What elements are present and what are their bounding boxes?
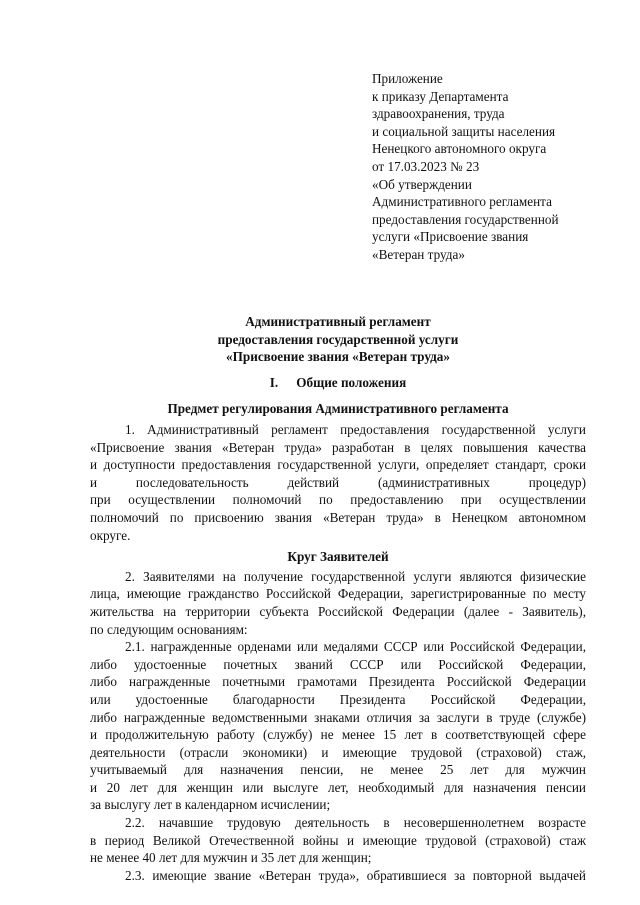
- text-line: и 20 лет для женщин или выслуге лет, необходимый для назначения пенсии: [90, 779, 586, 795]
- text-line: и последовательность действий (административных процедур): [90, 474, 586, 490]
- appendix-line: Административного регламента: [372, 194, 552, 210]
- text-line: учитываемый для назначения пенсии, не менее 25 лет для мужчин: [90, 762, 586, 778]
- text-line: не менее 40 лет для мужчин и 35 лет для женщин;: [90, 850, 372, 866]
- text-line: и продолжительную работу (службу) не менее 15 лет в соответствующей сфере: [90, 727, 586, 743]
- text-line: округе.: [90, 527, 131, 543]
- text-line: 2.2. начавшие трудовую деятельность в несовершеннолетнем возрасте: [125, 815, 586, 831]
- appendix-line: «Ветеран труда»: [372, 246, 465, 262]
- appendix-line: и социальной защиты населения: [372, 123, 556, 139]
- subsection-heading-applicants: Круг Заявителей: [287, 549, 389, 565]
- appendix-line: Ненецкого автономного округа: [372, 141, 547, 157]
- appendix-header: [372, 70, 622, 264]
- paragraph-2-2: [90, 814, 586, 867]
- text-line: лица, имеющие гражданство Российской Федерации, зарегистрированные по месту: [90, 586, 586, 602]
- text-line: жительства на территории субъекта Российской Федерации (далее - Заявитель),: [90, 603, 586, 619]
- text-line: либо удостоенные почетных званий СССР или Российской Федерации,: [90, 656, 586, 672]
- text-line: 2.3. имеющие звание «Ветеран труда», обратившиеся за повторной выдачей: [125, 867, 586, 883]
- appendix-line: Приложение: [372, 71, 443, 86]
- paragraph-2: [90, 568, 586, 638]
- text-line: либо награжденные почетными грамотами Президента Российской Федерации: [90, 674, 586, 690]
- paragraph-1: [90, 421, 586, 544]
- appendix-line: здравоохранения, труда: [372, 106, 505, 122]
- title-line: предоставления государственной услуги: [217, 331, 459, 347]
- subsection-heading: Предмет регулирования Административного регламента: [167, 401, 509, 416]
- text-line: и доступности предоставления государственной услуги, определяет стандарт, сроки: [90, 457, 586, 473]
- text-line: в период Великой Отечественной войны и имеющие трудовой (страховой) стаж: [90, 832, 586, 848]
- appendix-line: предоставления государственной: [372, 211, 559, 227]
- paragraph-2-1: [90, 638, 586, 814]
- text-line: по следующим основаниям:: [90, 621, 248, 637]
- text-line: за выслугу лет в календарном исчислении;: [90, 797, 331, 813]
- title-line: Административный регламент: [245, 314, 431, 329]
- section-name: Общие положения: [296, 375, 407, 390]
- text-line: либо награжденные ведомственными знаками отличия за заслуги в труде (службе): [90, 709, 586, 725]
- appendix-line: к приказу Департамента: [372, 88, 509, 104]
- title-line: «Присвоение звания «Ветеран труда»: [226, 349, 450, 365]
- text-line: 2.1. награжденные орденами или медалями СССР или Российской Федерации,: [125, 639, 586, 655]
- section-number: I.: [269, 375, 279, 390]
- section-heading: [90, 374, 586, 391]
- text-line: 1. Административный регламент предоставления государственной услуги: [125, 422, 586, 437]
- document-title: [90, 313, 586, 366]
- text-line: «Присвоение звания «Ветеран труда» разработан в целях повышения качества: [90, 439, 586, 455]
- text-line: или удостоенные благодарности Президента Российской Федерации,: [90, 691, 586, 707]
- paragraph-2-3: [90, 867, 586, 885]
- text-line: деятельности (отрасли экономики) и имеющие трудовой (страховой) стаж,: [90, 744, 586, 760]
- text-line: при осуществлении полномочий по предоставлению при осуществлении: [90, 492, 586, 508]
- document-body: [90, 421, 586, 884]
- appendix-line: услуги «Присвоение звания: [372, 229, 529, 245]
- text-line: 2. Заявителями на получение государственной услуги являются физические: [125, 568, 586, 584]
- text-line: полномочий по присвоению звания «Ветеран труда» в Ненецком автономном: [90, 509, 586, 525]
- appendix-line: от 17.03.2023 № 23: [372, 158, 480, 174]
- appendix-line: «Об утверждении: [372, 176, 472, 192]
